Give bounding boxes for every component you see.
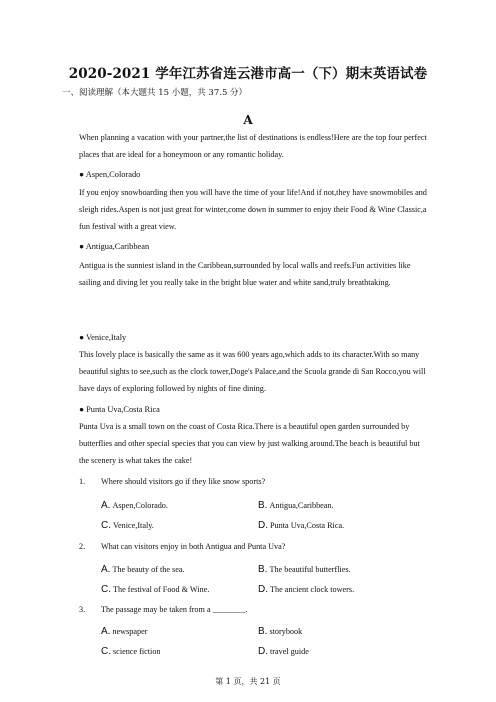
destination-heading: ● Punta Uva,Costa Rica xyxy=(79,405,160,414)
destination-heading: ● Antigua,Caribbean xyxy=(79,242,150,251)
destination-heading: ● Aspen,Colorado xyxy=(79,170,141,179)
page-footer: 第 1 页，共 21 页 xyxy=(215,677,281,686)
destination-paragraph: This lovely place is basically the same as it was 600 years ago,which adds to its character.With so many beautiful sights to see,such as the clock tower,Doge's Palace,and the Scuola grande di San Rocco,you will have days of exploring followed by nights of fine dining. xyxy=(79,350,426,394)
option-c[interactable]: C. The festival of Food & Wine. xyxy=(101,584,210,595)
option-c[interactable]: C. science fiction xyxy=(101,646,161,657)
option-d[interactable]: D. Punta Uva,Costa Rica. xyxy=(258,520,345,531)
destination-paragraph: Antigua is the sunniest island in the Caribbean,surrounded by local walls and reefs.Fun activities like sailing and diving let you really take in the bright blue water and white sand,truly breathtaking. xyxy=(79,261,411,288)
question-2 xyxy=(79,542,285,551)
option-a[interactable]: A. Aspen,Colorado. xyxy=(101,500,168,511)
question-3 xyxy=(79,605,247,614)
question-text: Where should visitors go if they like snow sports? xyxy=(101,477,266,486)
exam-title: 2020-2021 学年江苏省连云港市高一（下）期末英语试卷 xyxy=(68,66,428,82)
question-number: 2. xyxy=(79,542,86,551)
option-a[interactable]: A. The beauty of the sea. xyxy=(101,564,185,575)
destination-paragraph: If you enjoy snowboarding then you will have the time of your life!And if not,they have snowmobiles and sleigh rides.Aspen is not just great for winter,come down in summer to enjoy their Food & Wine Classic,a fun festival with a great view. xyxy=(79,188,427,232)
question-text: What can visitors enjoy in both Antigua and Punta Uva? xyxy=(101,542,286,551)
option-c[interactable]: C. Venice,Italy. xyxy=(101,520,154,531)
option-b[interactable]: B. storybook xyxy=(258,626,303,637)
intro-paragraph: When planning a vacation with your partner,the list of destinations is endless!Here are the top four perfect places that are ideal for a honeymoon or any romantic holiday. xyxy=(79,133,427,160)
option-d[interactable]: D. The ancient clock towers. xyxy=(258,584,355,595)
question-text: The passage may be taken from a ________. xyxy=(101,605,248,614)
destination-paragraph: Punta Uva is a small town on the coast of Costa Rica.There is a beautiful open garden surrounded by butterflies and other special species that you can view by just walking around.The beach is beautiful but the scenery is what takes the cake! xyxy=(79,422,420,466)
option-b[interactable]: B. The beautiful butterflies. xyxy=(258,564,351,575)
question-number: 3. xyxy=(79,605,86,614)
section-heading: 一、阅读理解（本大题共 15 小题，共 37.5 分） xyxy=(62,88,248,98)
option-a[interactable]: A. newspaper xyxy=(101,626,148,637)
question-number: 1. xyxy=(79,477,86,486)
destination-heading: ● Venice,Italy xyxy=(79,333,127,342)
option-b[interactable]: B. Antigua,Caribbean. xyxy=(258,500,334,511)
passage-letter: A xyxy=(243,113,253,127)
option-d[interactable]: D. travel guide xyxy=(258,646,309,657)
question-1 xyxy=(79,477,265,486)
